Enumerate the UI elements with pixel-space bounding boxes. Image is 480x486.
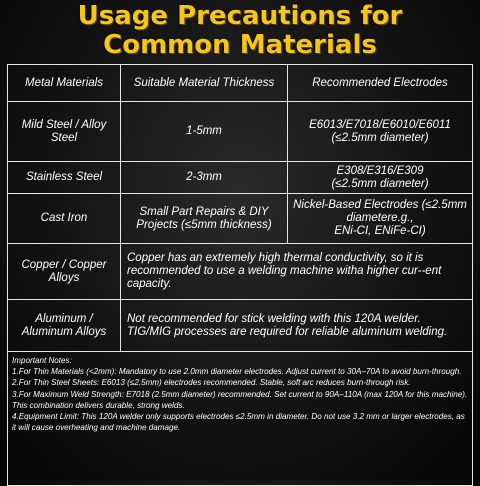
electrodes-line-1: Nickel-Based Electrodes (≤2.5mm diametere.g.,	[293, 199, 467, 224]
notes-heading: Important Notes:	[12, 356, 72, 365]
row-material: Mild Steel / Alloy Steel	[8, 102, 121, 162]
note-item: 3.For Maximum Weld Strength: E7018 (2.5mm diameter) recommended. Set current to 90A–110A (max 120A for this machine). This combination delivers durable, strong welds.	[12, 389, 468, 410]
electrodes-line-2: (≤2.5mm diameter)	[331, 177, 429, 190]
table-row	[8, 244, 473, 300]
important-notes	[8, 352, 473, 486]
electrodes-line-1: E6013/E7018/E6010/E6011	[309, 118, 451, 131]
note-item: 1.For Thin Materials (<2mm): Mandatory to use 2.0mm diameter electrodes. Adjust current to 30A–70A to avoid burn-through.	[12, 367, 462, 377]
header-electrodes: Recommended Electrodes	[288, 65, 473, 102]
row-description: Copper has an extremely high thermal conductivity, so it is recommended to use a welding machine witha higher cur--ent capacity.	[121, 244, 473, 300]
table-header-row	[8, 65, 473, 102]
row-material: Cast Iron	[8, 194, 121, 244]
table-row	[8, 162, 473, 194]
electrodes-line-2: ENi-CI, ENiFe-CI)	[334, 225, 426, 237]
notes-row	[8, 352, 473, 486]
materials-table	[7, 64, 473, 486]
header-thickness: Suitable Material Thickness	[121, 65, 288, 102]
page-title	[0, 0, 480, 60]
note-item: 4.Equipment Limit: This 120A welder only supports electrodes ≤2.5mm in diameter. Do not use 3.2 mm or larger electrodes, as it will cause overheating and machine damage.	[12, 412, 465, 433]
title-line-2: Common Materials	[103, 30, 377, 60]
row-material: Aluminum / Aluminum Alloys	[8, 300, 121, 352]
row-electrodes	[288, 162, 473, 194]
header-material: Metal Materials	[8, 65, 121, 102]
row-description: Not recommended for stick welding with this 120A welder. TIG/MIG processes are required for reliable aluminum welding.	[121, 300, 473, 352]
row-thickness: Small Part Repairs & DIY Projects (≤5mm thickness)	[121, 194, 288, 244]
electrodes-line-2: (≤2.5mm diameter)	[331, 131, 429, 144]
row-thickness: 1-5mm	[121, 102, 288, 162]
row-material: Copper / Copper Alloys	[8, 244, 121, 300]
row-thickness: 2-3mm	[121, 162, 288, 194]
title-line-1: Usage Precautions for	[77, 1, 403, 31]
table-row	[8, 194, 473, 244]
electrodes-line-1: E308/E316/E309	[336, 164, 424, 177]
table-row	[8, 300, 473, 352]
row-material: Stainless Steel	[8, 162, 121, 194]
row-electrodes	[288, 102, 473, 162]
table-row	[8, 102, 473, 162]
note-item: 2.For Thin Steel Sheets: E6013 (≤2.5mm) electrodes recommended. Stable, soft arc reduces burn-through risk.	[12, 378, 411, 388]
row-electrodes	[288, 194, 473, 244]
